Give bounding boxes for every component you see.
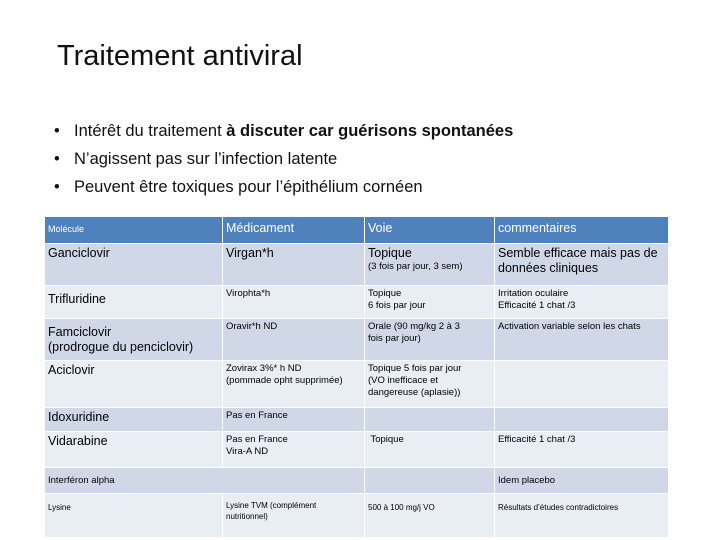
header-medicament xyxy=(223,217,365,244)
cell-text: Trifluridine xyxy=(48,292,106,306)
cell-molecule xyxy=(45,319,223,361)
cell-text: Topique xyxy=(368,434,404,445)
cell-commentaires xyxy=(495,468,669,494)
cell-molecule xyxy=(45,432,223,468)
bullet-text: Intérêt du traitement xyxy=(74,122,227,140)
cell-text: Vidarabine xyxy=(48,434,108,448)
cell-text: Aciclovir xyxy=(48,363,95,377)
bullet-dot-icon: • xyxy=(54,178,60,196)
cell-text: Orale (90 mg/kg 2 à 3 xyxy=(368,321,460,332)
cell-text: 500 à 100 mg/j VO xyxy=(368,503,435,512)
slide-title: Traitement antiviral xyxy=(57,40,303,72)
cell-molecule xyxy=(45,468,365,494)
bullet-item xyxy=(54,117,513,145)
bullet-text: N’agissent pas sur l’infection latente xyxy=(74,150,338,168)
cell-text: Ganciclovir xyxy=(48,246,110,260)
cell-text: Activation variable selon les chats xyxy=(498,321,641,332)
cell-text: Virophta*h xyxy=(226,288,271,299)
bullet-text: Peuvent être toxiques pour l’épithélium cornéen xyxy=(74,178,423,196)
cell-text: nutritionnel) xyxy=(226,512,268,521)
bullet-item xyxy=(54,145,513,173)
cell-voie xyxy=(365,244,495,286)
cell-text: Virgan*h xyxy=(226,246,274,260)
cell-commentaires xyxy=(495,319,669,361)
table-row xyxy=(45,432,669,468)
bullet-item xyxy=(54,173,513,201)
cell-voie xyxy=(365,361,495,408)
table-header-row xyxy=(45,217,669,244)
header-commentaires xyxy=(495,217,669,244)
cell-text: Idem placebo xyxy=(498,474,556,486)
cell-text: Vira-A ND xyxy=(226,446,269,457)
cell-voie xyxy=(365,432,495,468)
bullet-dot-icon: • xyxy=(54,122,60,140)
cell-commentaires xyxy=(495,432,669,468)
cell-text: Topique xyxy=(368,246,412,260)
header-molecule-label: Molécule xyxy=(48,224,85,234)
cell-commentaires xyxy=(495,494,669,538)
cell-commentaires xyxy=(495,286,669,319)
table-row xyxy=(45,244,669,286)
table-row xyxy=(45,361,669,408)
cell-voie xyxy=(365,319,495,361)
cell-text: dangereuse (aplasie)) xyxy=(368,387,461,398)
cell-text: (3 fois par jour, 3 sem) xyxy=(368,261,463,272)
bullet-bold-text: à discuter car guérisons spontanées xyxy=(226,122,514,140)
bullet-dot-icon: • xyxy=(54,150,60,168)
cell-molecule xyxy=(45,494,223,538)
header-medicament-label: Médicament xyxy=(226,221,295,235)
cell-medicament xyxy=(223,408,365,432)
cell-molecule xyxy=(45,244,223,286)
bullet-list xyxy=(54,117,513,201)
cell-molecule xyxy=(45,286,223,319)
cell-molecule xyxy=(45,408,223,432)
cell-voie xyxy=(365,408,495,432)
cell-medicament xyxy=(223,494,365,538)
cell-text: Semble efficace mais pas de xyxy=(498,246,658,260)
cell-text: 6 fois par jour xyxy=(368,300,426,311)
cell-text: (pommade opht supprimée) xyxy=(226,375,343,386)
cell-voie xyxy=(365,286,495,319)
table-row xyxy=(45,286,669,319)
header-molecule xyxy=(45,217,223,244)
header-commentaires-label: commentaires xyxy=(498,221,577,235)
cell-commentaires xyxy=(495,361,669,408)
cell-medicament xyxy=(223,361,365,408)
table-row xyxy=(45,319,669,361)
cell-text: Efficacité 1 chat /3 xyxy=(498,434,576,445)
cell-text: Topique xyxy=(368,288,402,299)
cell-text: Lysine xyxy=(48,503,71,512)
cell-text: Interféron alpha xyxy=(48,474,115,486)
cell-text: Lysine TVM (complément xyxy=(226,501,317,510)
cell-molecule xyxy=(45,361,223,408)
cell-text: données cliniques xyxy=(498,261,599,275)
cell-medicament xyxy=(223,319,365,361)
cell-text: Zovirax 3%* h ND xyxy=(226,363,302,374)
cell-text: (VO inefficace et xyxy=(368,375,439,386)
cell-text: Pas en France xyxy=(226,434,288,445)
table-row xyxy=(45,408,669,432)
cell-medicament xyxy=(223,432,365,468)
antiviral-table xyxy=(44,216,669,538)
cell-text: Irritation oculaire xyxy=(498,288,569,299)
header-voie-label: Voie xyxy=(368,221,393,235)
cell-voie xyxy=(365,494,495,538)
cell-text: Idoxuridine xyxy=(48,410,110,424)
cell-commentaires xyxy=(495,408,669,432)
cell-text: (prodrogue du penciclovir) xyxy=(48,340,194,354)
cell-commentaires xyxy=(495,244,669,286)
cell-voie xyxy=(365,468,495,494)
cell-medicament xyxy=(223,244,365,286)
cell-text: Résultats d’études contradictoires xyxy=(498,503,619,512)
cell-text: Topique 5 fois par jour xyxy=(368,363,462,374)
cell-text: fois par jour) xyxy=(368,333,421,344)
table-row xyxy=(45,468,669,494)
cell-text: Pas en France xyxy=(226,410,288,421)
cell-medicament xyxy=(223,286,365,319)
header-voie xyxy=(365,217,495,244)
cell-text: Famciclovir xyxy=(48,325,112,339)
cell-text: Efficacité 1 chat /3 xyxy=(498,300,576,311)
cell-text: Oravir*h ND xyxy=(226,321,278,332)
table-row xyxy=(45,494,669,538)
